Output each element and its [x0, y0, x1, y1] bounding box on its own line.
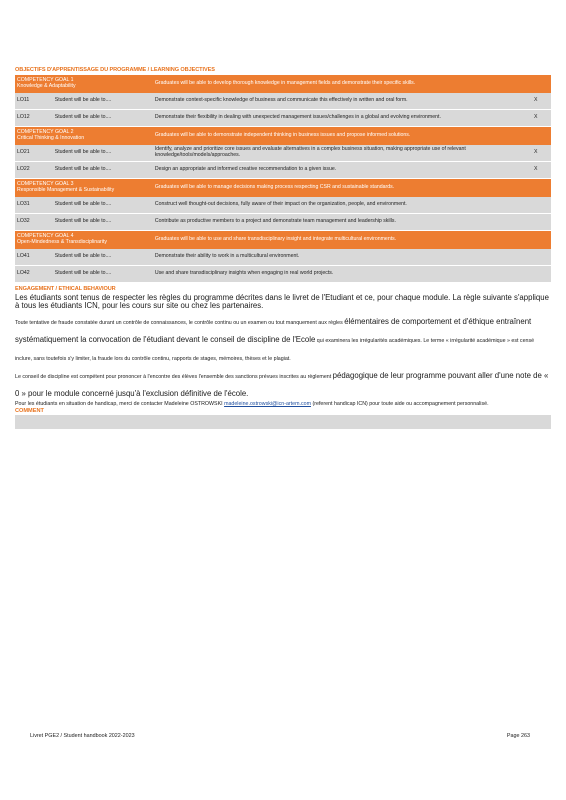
lo-label: Student will be able to.... — [53, 145, 153, 162]
competency-code: COMPETENCY GOAL 3 — [17, 181, 74, 188]
competency-name: Critical Thinking & Innovation — [17, 135, 85, 141]
lo-text: Design an appropriate and informed creative recommendation to a given issue. — [153, 162, 521, 179]
lo-code: LO32 — [15, 214, 53, 231]
competency-goal — [15, 231, 153, 250]
lo-code: LO31 — [15, 197, 53, 214]
competency-mark-cell — [520, 127, 551, 146]
page-content — [15, 66, 551, 429]
learning-objective-row — [15, 197, 551, 214]
competency-code: COMPETENCY GOAL 1 — [17, 77, 74, 84]
lo-mark: X — [520, 110, 551, 127]
engagement-section — [15, 285, 551, 407]
lo-label: Student will be able to.... — [53, 162, 153, 179]
learning-objectives-table — [15, 75, 551, 283]
comment-title: COMMENT — [15, 407, 44, 414]
lo-code: LO12 — [15, 110, 53, 127]
learning-objective-row — [15, 93, 551, 110]
engagement-paragraph-4: Pour les étudiants en situation de handicap, merci de contacter Madeleine OSTROWSKI madeleine.ostrowski@icn-artem.com (referent handicap ICN) pour toute aide ou accompagnement personnalisé. — [15, 400, 489, 407]
lo-code: LO11 — [15, 93, 53, 110]
competency-code: COMPETENCY GOAL 2 — [17, 129, 74, 136]
competency-row — [15, 127, 551, 146]
learning-objective-row — [15, 249, 551, 266]
lo-mark — [520, 214, 551, 231]
lo-mark: X — [520, 145, 551, 162]
lo-mark — [520, 266, 551, 283]
competency-description: Graduates will be able to manage decisions making process respecting CSR and sustainable standards. — [153, 179, 521, 198]
engagement-paragraph-3: Le conseil de discipline est compétent pour prononcer à l'encontre des élèves l'ensemble des sanctions prévues inscrites au règlement pédagogique de leur programme pouvant aller d'une note de « 0 » pour le module concerné jusqu'à l'exclusion définitive de l'école. — [15, 370, 549, 398]
lo-label: Student will be able to.... — [53, 197, 153, 214]
lo-code: LO41 — [15, 249, 53, 266]
lo-mark: X — [520, 162, 551, 179]
competency-row — [15, 179, 551, 198]
lo-text: Contribute as productive members to a project and demonstrate team management and leadership skills. — [153, 214, 521, 231]
lo-text: Demonstrate context-specific knowledge of business and communicate this effectively in written and oral form. — [153, 93, 521, 110]
lo-label: Student will be able to.... — [53, 110, 153, 127]
learning-objective-row — [15, 266, 551, 283]
competency-description: Graduates will be able to develop thorough knowledge in management fields and demonstrate their specific skills. — [153, 75, 521, 93]
competency-goal — [15, 179, 153, 198]
lo-label: Student will be able to.... — [53, 249, 153, 266]
learning-objective-row — [15, 145, 551, 162]
section-title: OBJECTIFS D'APPRENTISSAGE DU PROGRAMME / LEARNING OBJECTIVES — [15, 67, 215, 73]
learning-objective-row — [15, 110, 551, 127]
lo-code: LO21 — [15, 145, 53, 162]
lo-text: Demonstrate their flexibility in dealing with unexpected management issues/challenges in a global and evolving environment. — [153, 110, 521, 127]
lo-label: Student will be able to.... — [53, 214, 153, 231]
competency-code: COMPETENCY GOAL 4 — [17, 233, 74, 240]
competency-mark-cell — [520, 231, 551, 250]
comment-box[interactable] — [15, 415, 551, 429]
competency-name: Responsible Management & Sustainability — [17, 187, 115, 193]
competency-description: Graduates will be able to demonstrate independent thinking in business issues and propose informed solutions. — [153, 127, 521, 146]
competency-name: Knowledge & Adaptability — [17, 83, 76, 89]
lo-text: Demonstrate their ability to work in a multicultural environment. — [153, 249, 521, 266]
lo-code: LO22 — [15, 162, 53, 179]
lo-mark — [520, 197, 551, 214]
competency-goal — [15, 75, 153, 93]
engagement-title: ENGAGEMENT / ETHICAL BEHAVIOUR — [15, 286, 116, 292]
lo-mark — [520, 249, 551, 266]
learning-objective-row — [15, 162, 551, 179]
lo-mark: X — [520, 93, 551, 110]
contact-email-link[interactable]: madeleine.ostrowski@icn-artem.com — [224, 400, 311, 407]
lo-code: LO42 — [15, 266, 53, 283]
competency-name: Open-Mindedness & Transdisciplinarity — [17, 239, 107, 245]
competency-goal — [15, 127, 153, 146]
footer-page-number: Page 263 — [506, 733, 530, 739]
competency-row — [15, 75, 551, 93]
competency-row — [15, 231, 551, 250]
engagement-paragraph-2: Toute tentative de fraude constatée durant un contrôle de connaissances, le contrôle continu ou un examen ou tout manquement aux règles élémentaires de comportement et d'éthique entraînent systématiquement la convocation de l'étudiant devant le conseil de discipline de l'Ecole qui examinera les irrégularités académiques. Le terme « irrégularité académique » est censé inclure, sans toutefois s'y limiter, la fraude lors du contrôle continu, rapports de stages, mémoires, thèses et le plagiat. — [15, 316, 535, 362]
competency-mark-cell — [520, 179, 551, 198]
footer-handbook-label: Livret PGE2 / Student handbook 2022-2023 — [30, 733, 135, 739]
competency-description: Graduates will be able to use and share transdisciplinary insight and integrate multicultural environments. — [153, 231, 521, 250]
lo-label: Student will be able to.... — [53, 266, 153, 283]
lo-text: Identify, analyze and prioritize core issues and evaluate alternatives in a complex business situation, making appropriate use of relevant knowledge/tools/models/approaches. — [153, 145, 521, 162]
learning-objective-row — [15, 214, 551, 231]
lo-text: Use and share transdisciplinary insights when engaging in real world projects. — [153, 266, 521, 283]
engagement-paragraph-1: Les étudiants sont tenus de respecter les règles du programme décrites dans le livret de l'Etudiant et ce, pour chaque module. La règle suivante s'applique à tous les étudiants ICN, pour les cours sur site ou chez les partenaires. — [15, 293, 549, 311]
lo-text: Construct well thought-out decisions, fully aware of their impact on the organization, people, and environment. — [153, 197, 521, 214]
lo-label: Student will be able to.... — [53, 93, 153, 110]
competency-mark-cell — [520, 75, 551, 93]
